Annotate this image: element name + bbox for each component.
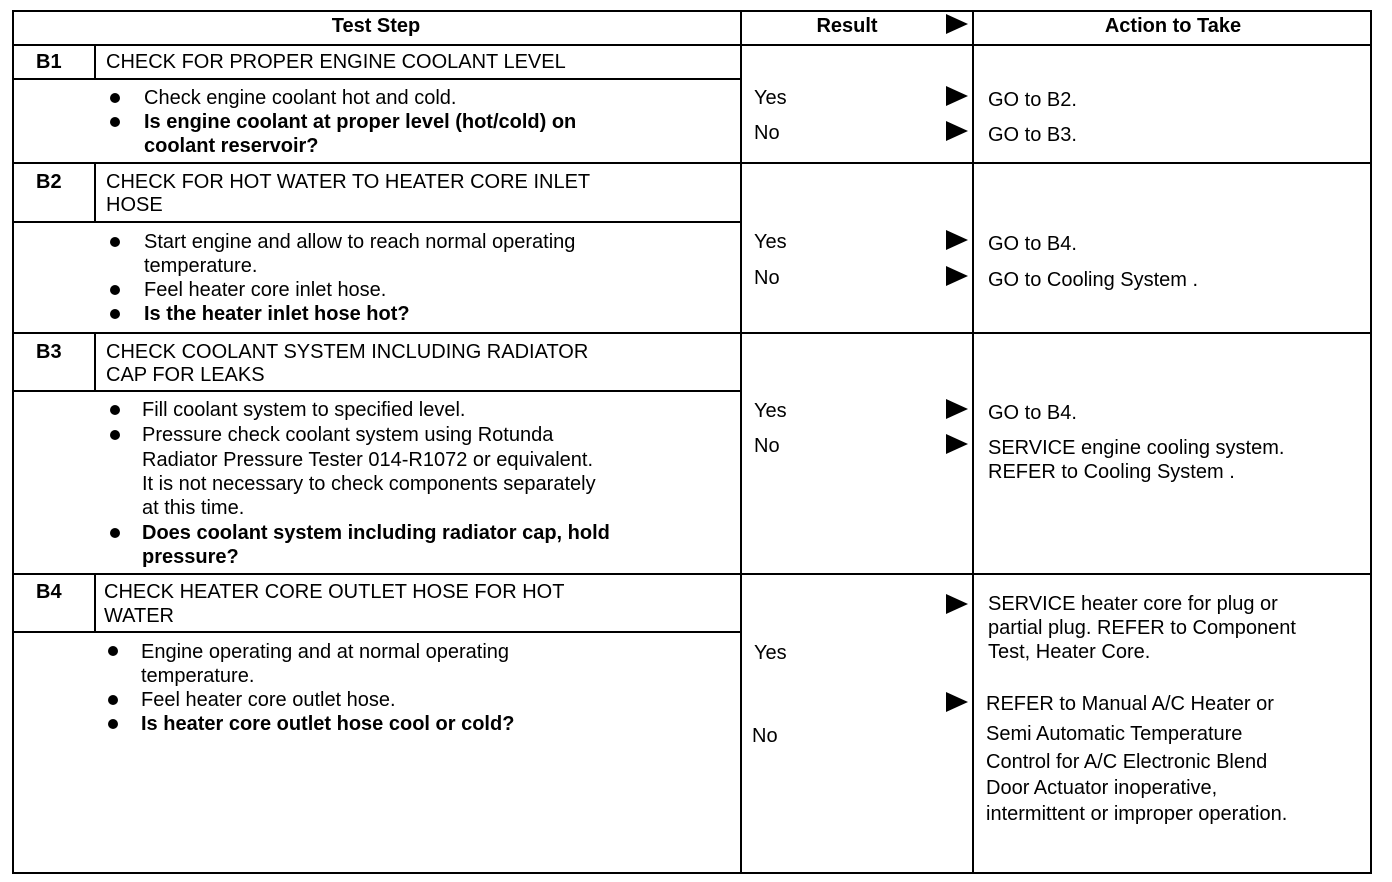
rule-id-col (94, 162, 96, 223)
result-b2-no: No (754, 267, 780, 289)
step-title-b2-line2: HOSE (106, 194, 163, 216)
rule-left (12, 10, 14, 874)
rule-result-action (972, 10, 974, 874)
action-b4-yes-line3: Test, Heater Core. (988, 641, 1151, 663)
action-b4-no-line5: intermittent or improper operation. (986, 803, 1288, 825)
rule-id-col (94, 573, 96, 633)
bullet-icon (110, 285, 120, 295)
result-b4-no: No (752, 725, 778, 747)
result-b2-yes: Yes (754, 231, 787, 253)
action-b4-no-line1: REFER to Manual A/C Heater or (986, 693, 1274, 715)
bullet-icon (108, 719, 118, 729)
step-title-b4-line1: CHECK HEATER CORE OUTLET HOSE FOR HOT (104, 581, 565, 603)
result-b3-no: No (754, 435, 780, 457)
rule-b2-title (12, 221, 740, 223)
rule-bottom (12, 872, 1372, 874)
step-id-b1: B1 (36, 51, 62, 73)
step-b2-bullet2-line1: Feel heater core inlet hose. (144, 279, 387, 301)
result-arrow-icon (946, 594, 968, 614)
result-arrow-icon (946, 230, 968, 250)
rule-b3-title (12, 390, 740, 392)
bullet-icon (110, 430, 120, 440)
step-id-b4: B4 (36, 581, 62, 603)
action-b1-yes: GO to B2. (988, 89, 1077, 111)
step-b1-bullet2-line1: Is engine coolant at proper level (hot/cold) on (144, 111, 577, 133)
action-b4-yes-line2: partial plug. REFER to Component (988, 617, 1296, 639)
action-b2-yes: GO to B4. (988, 233, 1077, 255)
step-b2-bullet1-line2: temperature. (144, 255, 258, 277)
action-b2-no: GO to Cooling System . (988, 269, 1199, 291)
step-b3-bullet2-line3: It is not necessary to check components separately (142, 473, 596, 495)
action-b3-no-line1: SERVICE engine cooling system. (988, 437, 1285, 459)
step-title-b1-line1: CHECK FOR PROPER ENGINE COOLANT LEVEL (106, 51, 566, 73)
result-arrow-icon (946, 86, 968, 106)
action-b3-yes: GO to B4. (988, 402, 1077, 424)
rule-top (12, 10, 1372, 12)
rule-b1-end (12, 162, 1372, 164)
result-b4-yes: Yes (754, 642, 787, 664)
bullet-icon (110, 309, 120, 319)
step-b3-bullet3-line2: pressure? (142, 546, 239, 568)
result-arrow-icon (946, 121, 968, 141)
bullet-icon (110, 237, 120, 247)
result-arrow-icon (946, 266, 968, 286)
action-b3-no-line2: REFER to Cooling System . (988, 461, 1235, 483)
step-id-b2: B2 (36, 171, 62, 193)
action-b4-no-line4: Door Actuator inoperative, (986, 777, 1218, 799)
result-b3-yes: Yes (754, 400, 787, 422)
action-b4-no-line3: Control for A/C Electronic Blend (986, 751, 1268, 773)
step-b4-bullet1-line1: Engine operating and at normal operating (141, 641, 510, 663)
bullet-icon (110, 93, 120, 103)
action-b1-no: GO to B3. (988, 124, 1077, 146)
step-b1-bullet1-line1: Check engine coolant hot and cold. (144, 87, 457, 109)
bullet-icon (110, 528, 120, 538)
step-b1-bullet2-line2: coolant reservoir? (144, 135, 319, 157)
bullet-icon (110, 405, 120, 415)
rule-b3-end (12, 573, 1372, 575)
step-title-b4-line2: WATER (104, 605, 174, 627)
result-arrow-icon (946, 692, 968, 712)
rule-b2-end (12, 332, 1372, 334)
bullet-icon (108, 646, 118, 656)
result-b1-no: No (754, 122, 780, 144)
result-b1-yes: Yes (754, 87, 787, 109)
step-b2-bullet1-line1: Start engine and allow to reach normal operating (144, 231, 576, 253)
rule-b1-title (12, 78, 740, 80)
step-id-b3: B3 (36, 341, 62, 363)
step-b3-bullet2-line2: Radiator Pressure Tester 014-R1072 or equivalent. (142, 449, 593, 471)
step-b4-bullet2-line1: Feel heater core outlet hose. (141, 689, 396, 711)
step-b2-bullet3-line1: Is the heater inlet hose hot? (144, 303, 410, 325)
bullet-icon (108, 695, 118, 705)
step-title-b2-line1: CHECK FOR HOT WATER TO HEATER CORE INLET (106, 171, 591, 193)
step-b3-bullet2-line1: Pressure check coolant system using Rotunda (142, 424, 554, 446)
action-b4-no-line2: Semi Automatic Temperature (986, 723, 1243, 745)
header-result: Result (816, 15, 878, 37)
header-test-step: Test Step (331, 15, 421, 37)
result-arrow-icon (946, 399, 968, 419)
rule-header-bottom (12, 44, 1372, 46)
rule-test-result (740, 10, 742, 874)
header-action: Action to Take (1104, 15, 1242, 37)
rule-right (1370, 10, 1372, 874)
step-b4-bullet3-line1: Is heater core outlet hose cool or cold? (141, 713, 515, 735)
step-title-b3-line1: CHECK COOLANT SYSTEM INCLUDING RADIATOR (106, 341, 589, 363)
header-arrow-icon (946, 14, 968, 34)
step-b3-bullet1-line1: Fill coolant system to specified level. (142, 399, 466, 421)
bullet-icon (110, 117, 120, 127)
step-b4-bullet1-line2: temperature. (141, 665, 255, 687)
step-b3-bullet3-line1: Does coolant system including radiator cap, hold (142, 522, 610, 544)
action-b4-yes-line1: SERVICE heater core for plug or (988, 593, 1278, 615)
rule-id-col (94, 44, 96, 80)
rule-id-col (94, 332, 96, 392)
step-b3-bullet2-line4: at this time. (142, 497, 245, 519)
rule-b4-title (12, 631, 740, 633)
step-title-b3-line2: CAP FOR LEAKS (106, 364, 265, 386)
result-arrow-icon (946, 434, 968, 454)
